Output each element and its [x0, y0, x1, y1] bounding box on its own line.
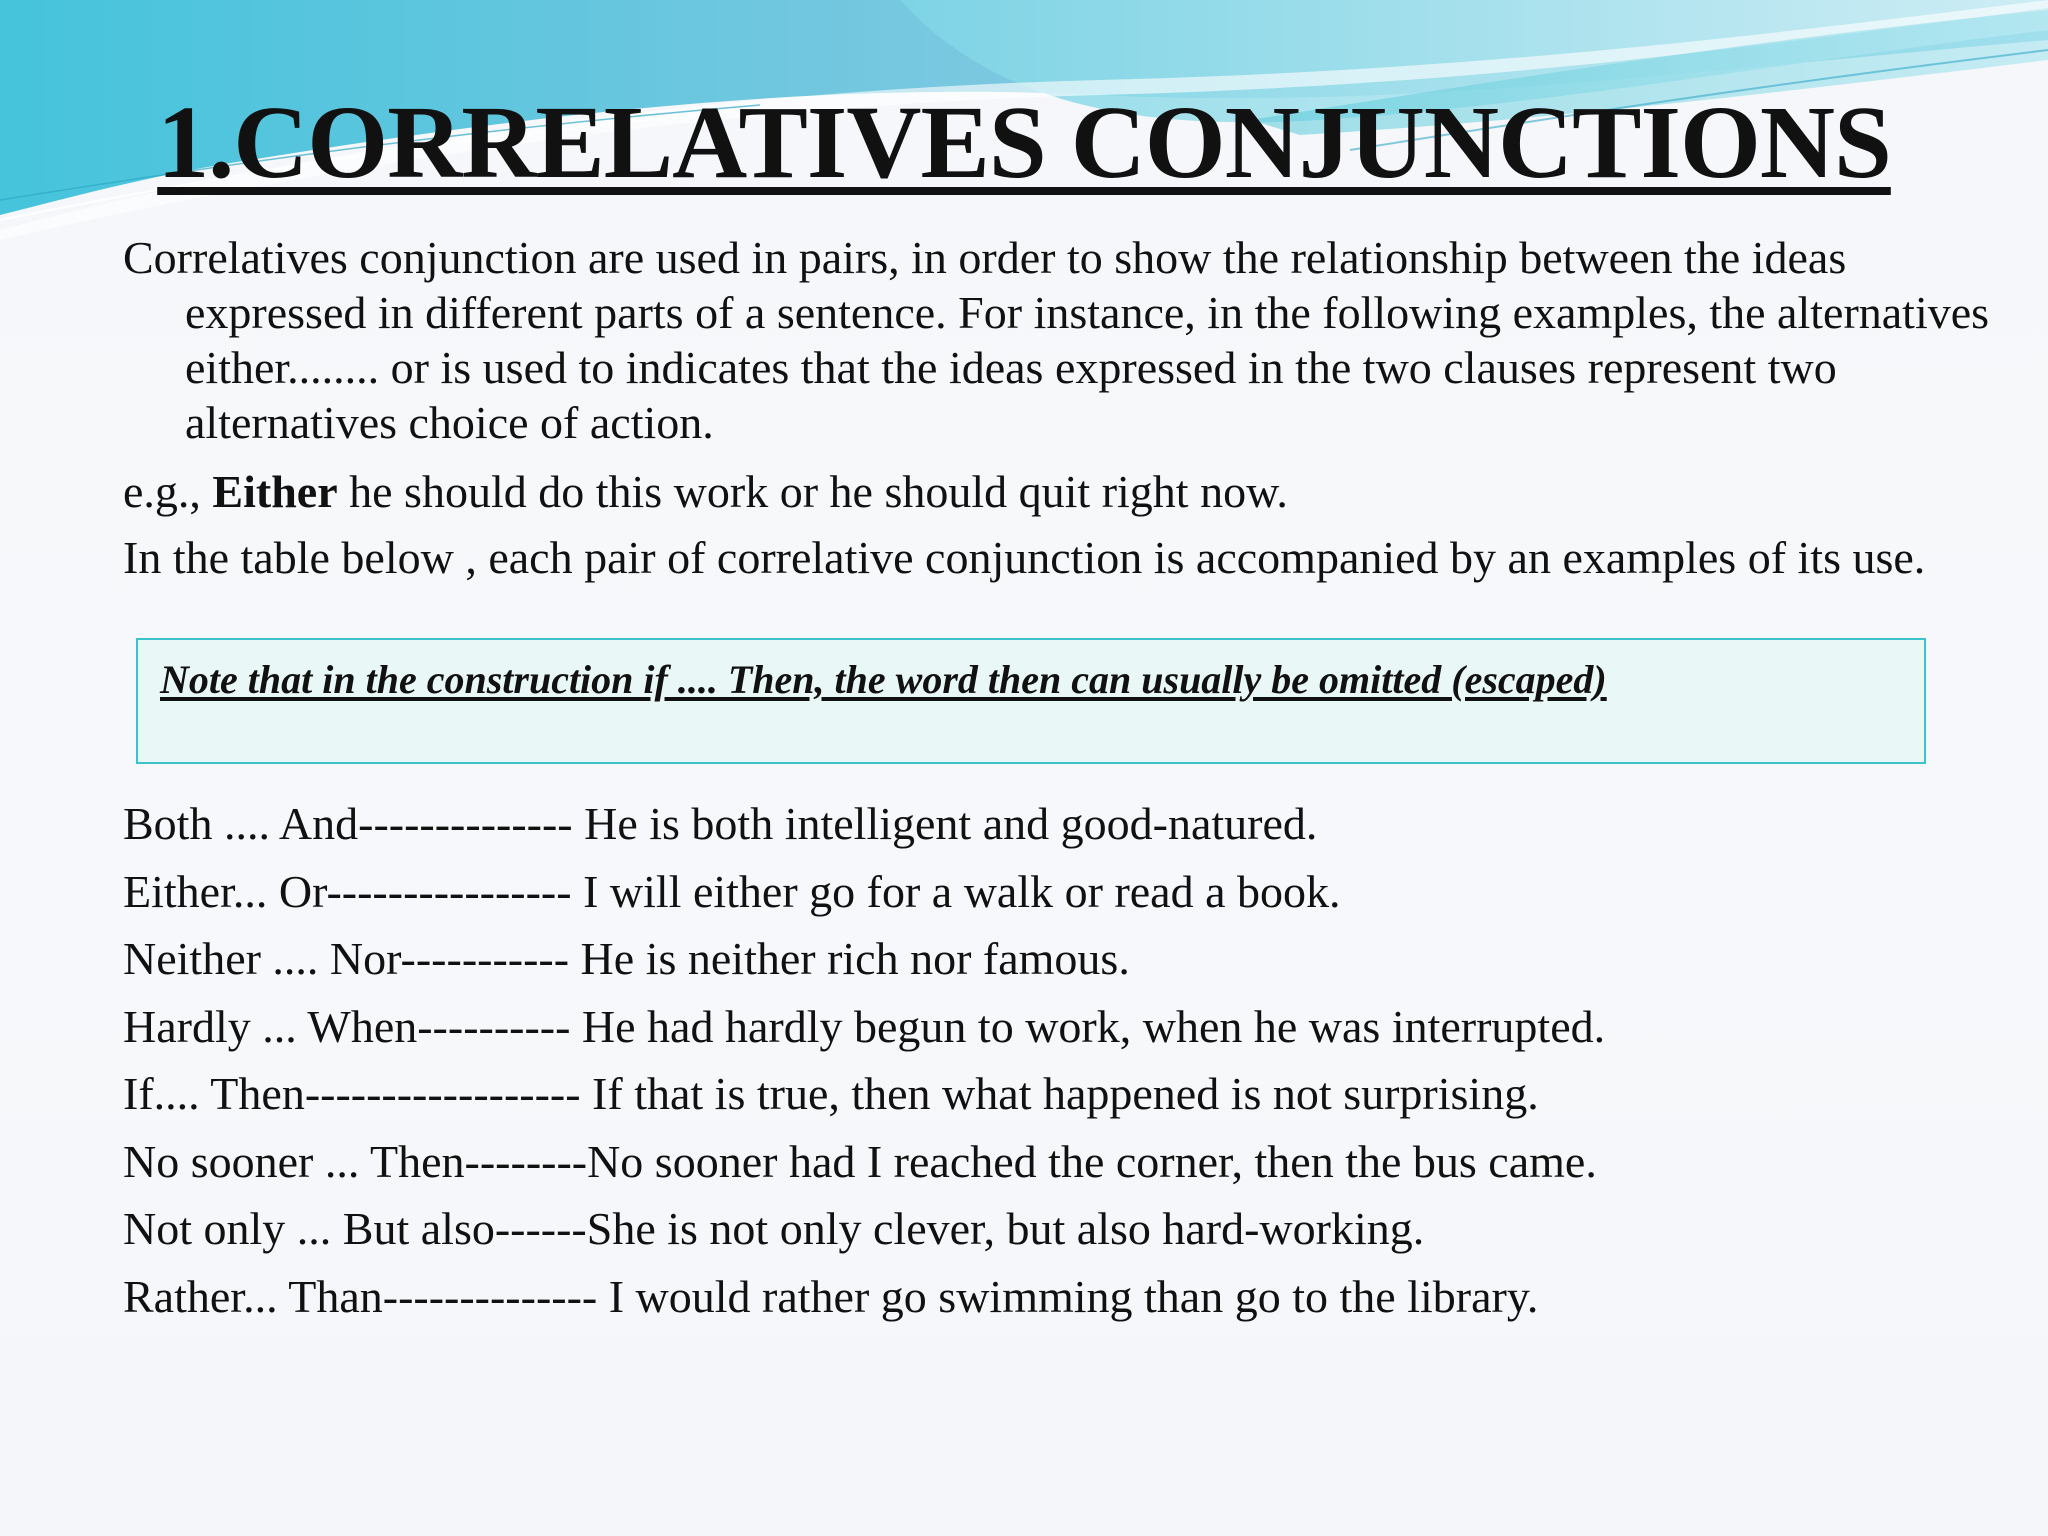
intro-paragraph: Correlatives conjunction are used in pairs, in order to show the relationship between the ideas expressed in different parts of a sentence. For instance, in the following examples, the alternatives either........ or is used to indicates that the ideas expressed in the two clauses represent two alternatives choice of action. — [123, 232, 1990, 448]
list-item: Either... Or---------------- I will either go for a walk or read a book. — [123, 865, 1341, 917]
list-item: Both .... And-------------- He is both intelligent and good-natured. — [123, 798, 1318, 849]
note-box — [136, 638, 1926, 764]
list-item: Hardly ... When---------- He had hardly begun to work, when he was interrupted. — [123, 1000, 1606, 1052]
example-sentence — [123, 464, 2015, 519]
examples-list — [123, 790, 1923, 1330]
example-rest: he should do this work or he should quit right now. — [337, 466, 1288, 517]
list-item: No sooner ... Then--------No sooner had I reached the corner, then the bus came. — [123, 1135, 1597, 1187]
example-bold-word: Either — [212, 466, 338, 517]
slide-title: 1.CORRELATIVES CONJUNCTIONS — [157, 85, 1891, 200]
note-text: Note that in the construction if .... Then, the word then can usually be omitted (escaped) — [160, 657, 1607, 702]
example-prefix: e.g., — [123, 466, 213, 517]
table-intro-paragraph: In the table below , each pair of correlative conjunction is accompanied by an examples of its use. — [123, 532, 1926, 583]
list-item: If.... Then------------------ If that is true, then what happened is not surprising. — [123, 1068, 1539, 1119]
list-item: Neither .... Nor----------- He is neither rich nor famous. — [123, 933, 1130, 984]
list-item: Not only ... But also------She is not only clever, but also hard-working. — [123, 1203, 1425, 1254]
list-item: Rather... Than-------------- I would rather go swimming than go to the library. — [123, 1270, 1539, 1322]
